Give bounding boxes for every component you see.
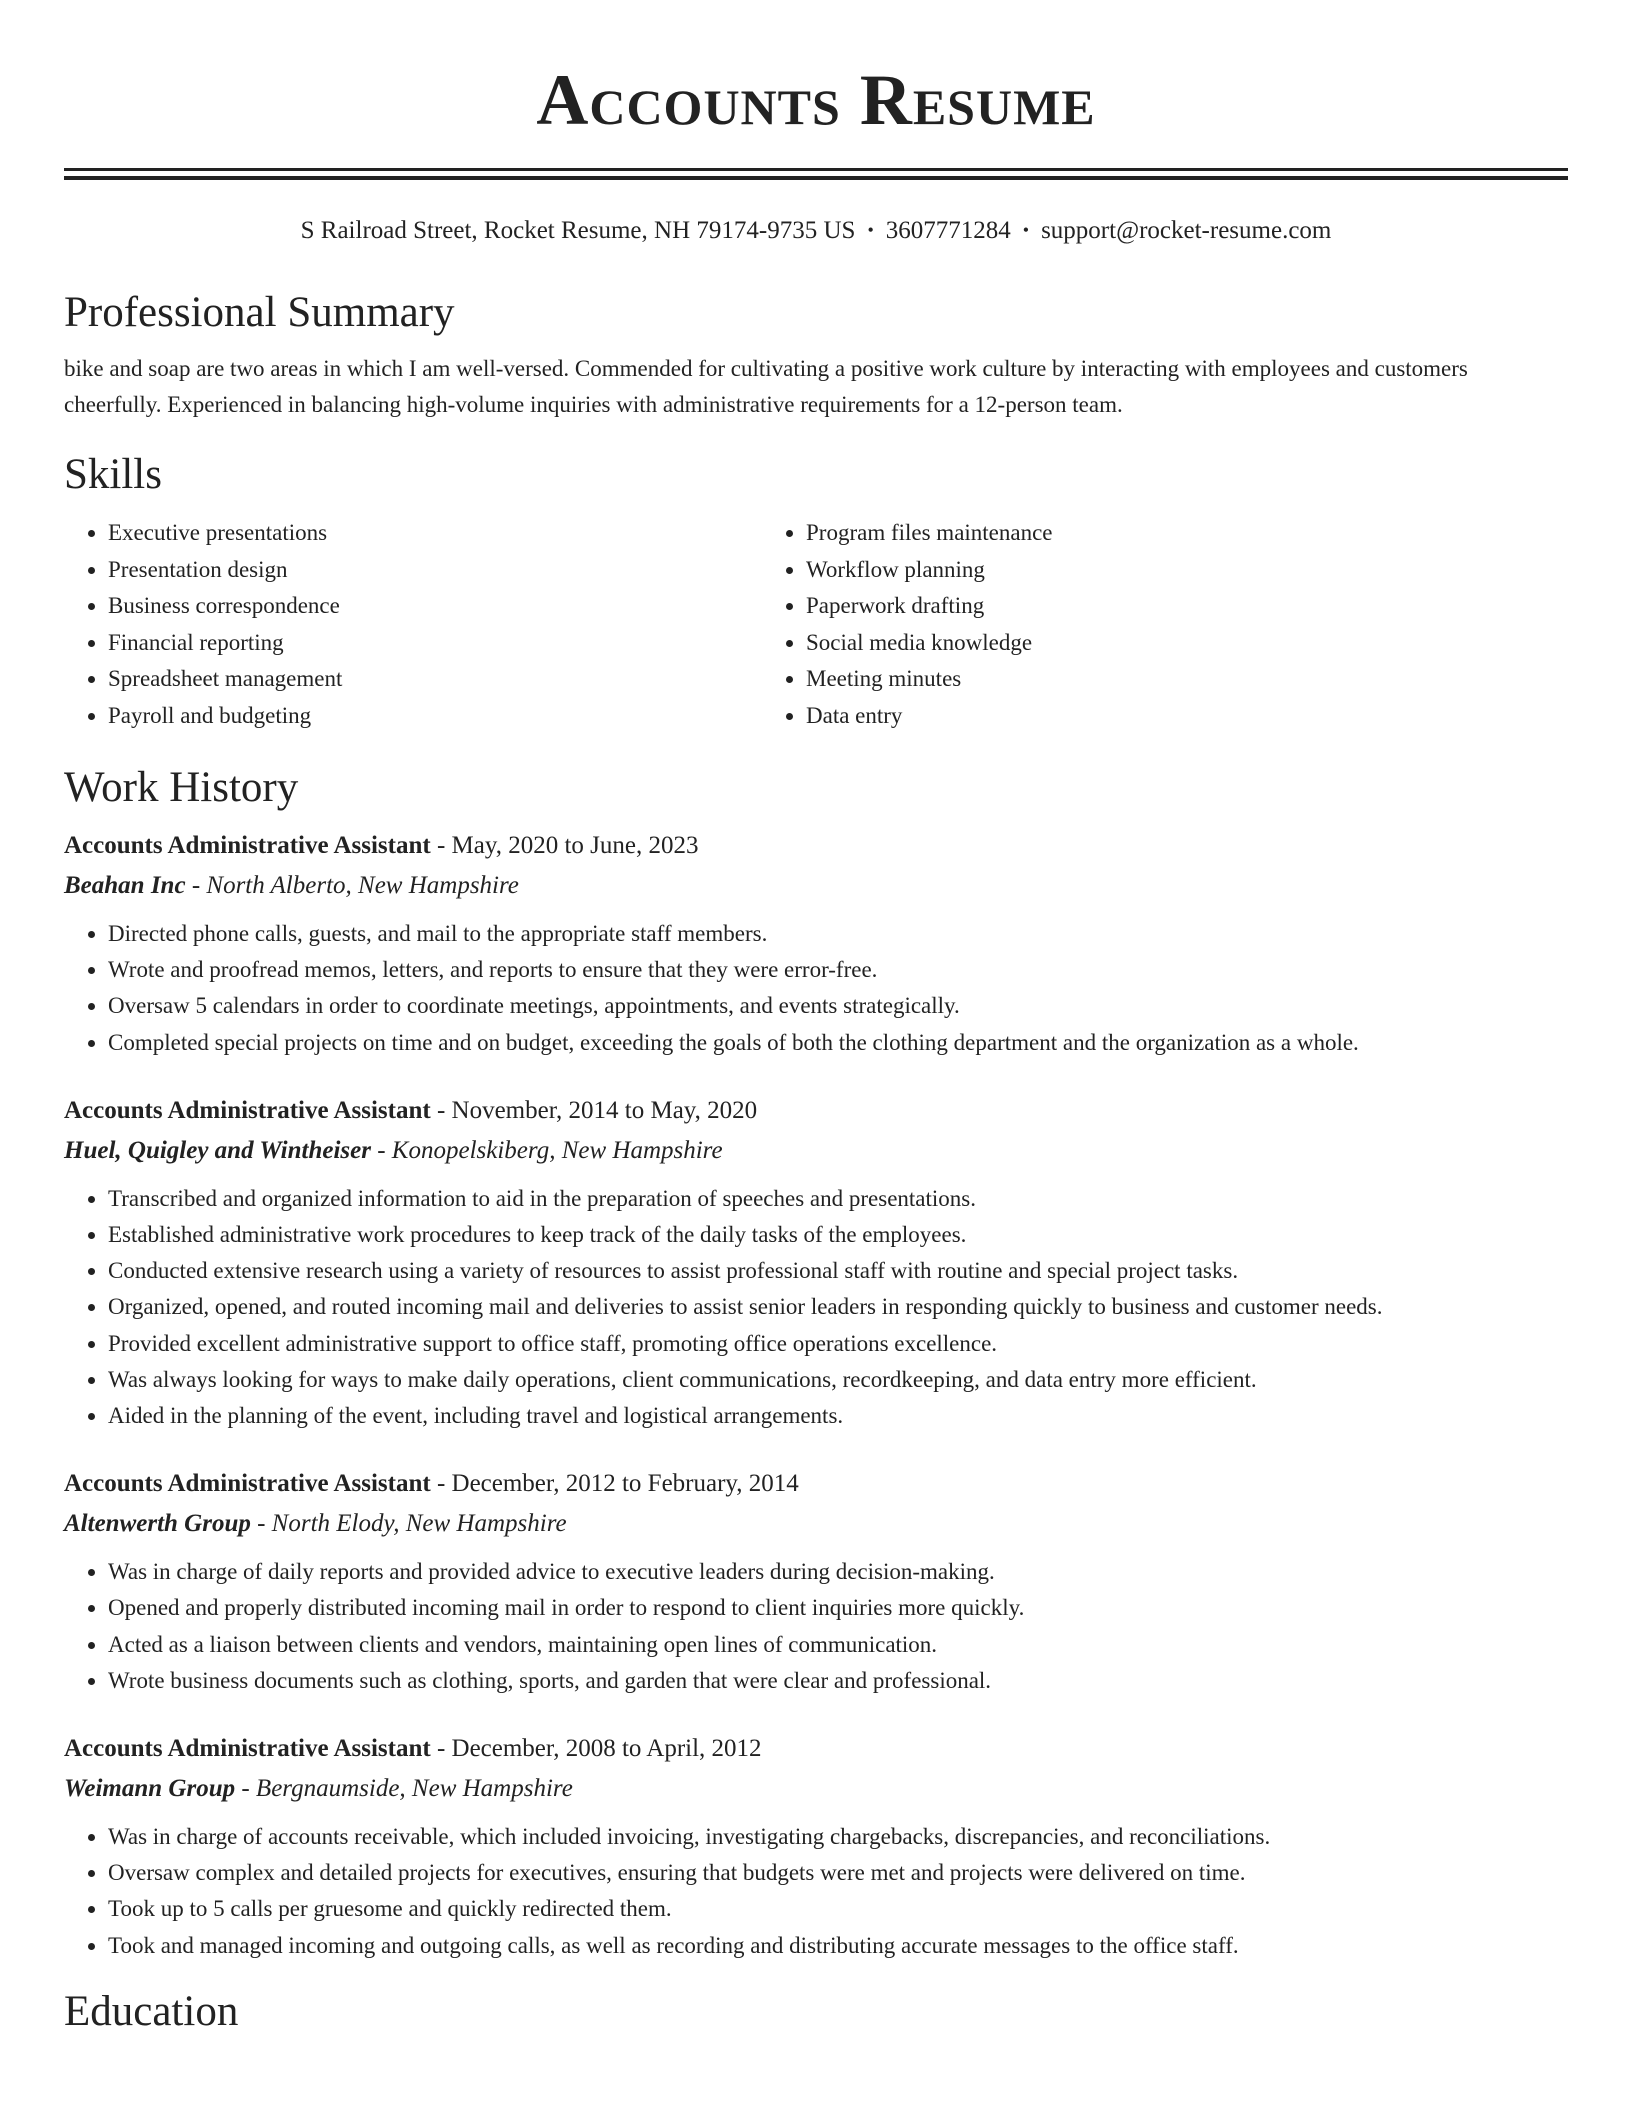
job-bullet: • Took and managed incoming and outgoing calls, as well as recording and distributing accurate messages to the office staff. bbox=[108, 1928, 1568, 1964]
job-bullet: • Wrote and proofread memos, letters, and reports to ensure that they were error-free. bbox=[108, 952, 1568, 988]
job-company-line bbox=[64, 1504, 1568, 1544]
job-title: Accounts Administrative Assistant bbox=[64, 1096, 431, 1124]
job-bullet: • Was in charge of accounts receivable, which included invoicing, investigating chargebacks, discrepancies, and reconciliations. bbox=[108, 1819, 1568, 1855]
title-divider bbox=[64, 168, 1568, 180]
job-bullet: • Oversaw complex and detailed projects for executives, ensuring that budgets were met and projects were delivered on time. bbox=[108, 1855, 1568, 1891]
skill-item: • Workflow planning bbox=[806, 552, 1522, 589]
job-bullet: • Was in charge of daily reports and provided advice to executive leaders during decision-making. bbox=[108, 1554, 1568, 1590]
skills-heading: Skills bbox=[64, 451, 162, 498]
contact-address: S Railroad Street, Rocket Resume, NH 79174-9735 US bbox=[300, 217, 856, 244]
job-dates: - November, 2014 to May, 2020 bbox=[430, 1096, 758, 1124]
skills-column-left bbox=[64, 515, 762, 734]
job-entry bbox=[64, 1729, 1568, 1964]
job-bullet: • Wrote business documents such as clothing, sports, and garden that were clear and professional. bbox=[108, 1663, 1568, 1699]
job-title-line bbox=[64, 1464, 1568, 1504]
contact-separator: • bbox=[1022, 220, 1030, 240]
job-bullets bbox=[64, 1819, 1568, 1964]
skill-item: • Payroll and budgeting bbox=[108, 698, 762, 735]
job-bullet: • Organized, opened, and routed incoming mail and deliveries to assist senior leaders in responding quickly to business and customer needs. bbox=[108, 1289, 1568, 1325]
job-location: - Konopelskiberg, New Hampshire bbox=[370, 1136, 723, 1164]
job-company: Huel, Quigley and Wintheiser bbox=[64, 1136, 371, 1164]
skill-item: • Financial reporting bbox=[108, 625, 762, 662]
job-company: Weimann Group bbox=[64, 1775, 236, 1803]
skill-item: • Executive presentations bbox=[108, 515, 762, 552]
job-bullet: • Was always looking for ways to make daily operations, client communications, recordkeeping, and data entry more efficient. bbox=[108, 1362, 1568, 1398]
skill-item: • Spreadsheet management bbox=[108, 661, 762, 698]
job-title-line bbox=[64, 1729, 1568, 1769]
job-bullets bbox=[64, 1181, 1568, 1434]
skills-list bbox=[64, 515, 1568, 734]
job-location: - Bergnaumside, New Hampshire bbox=[235, 1775, 573, 1803]
contact-line bbox=[64, 214, 1568, 247]
job-company-line bbox=[64, 1131, 1568, 1171]
job-bullet: • Completed special projects on time and on budget, exceeding the goals of both the clothing department and the organization as a whole. bbox=[108, 1025, 1568, 1061]
skill-item: • Social media knowledge bbox=[806, 625, 1522, 662]
job-bullet: • Established administrative work procedures to keep track of the daily tasks of the employees. bbox=[108, 1217, 1568, 1253]
resume-title: Accounts Resume bbox=[536, 60, 1096, 140]
summary-text: bike and soap are two areas in which I am well-versed. Commended for cultivating a positive work culture by interacting with employees and customers cheerfully. Experienced in balancing high-volume inquiries with administrative requirements for a 12-person team. bbox=[64, 356, 1468, 417]
job-bullet: • Acted as a liaison between clients and vendors, maintaining open lines of communication. bbox=[108, 1627, 1568, 1663]
job-bullet: • Directed phone calls, guests, and mail to the appropriate staff members. bbox=[108, 916, 1568, 952]
job-entry bbox=[64, 826, 1568, 1061]
job-bullet: • Conducted extensive research using a variety of resources to assist professional staff with routine and special project tasks. bbox=[108, 1253, 1568, 1289]
job-dates: - December, 2008 to April, 2012 bbox=[430, 1735, 762, 1763]
job-bullet: • Aided in the planning of the event, including travel and logistical arrangements. bbox=[108, 1398, 1568, 1434]
skill-item: • Program files maintenance bbox=[806, 515, 1522, 552]
skill-item: • Business correspondence bbox=[108, 588, 762, 625]
skill-item: • Meeting minutes bbox=[806, 661, 1522, 698]
skill-item: • Data entry bbox=[806, 698, 1522, 735]
job-bullet: • Oversaw 5 calendars in order to coordinate meetings, appointments, and events strategically. bbox=[108, 988, 1568, 1024]
job-entry bbox=[64, 1091, 1568, 1434]
job-bullet: • Provided excellent administrative support to office staff, promoting office operations excellence. bbox=[108, 1326, 1568, 1362]
skill-item: • Paperwork drafting bbox=[806, 588, 1522, 625]
job-dates: - May, 2020 to June, 2023 bbox=[430, 832, 699, 859]
job-company: Altenwerth Group bbox=[64, 1510, 251, 1538]
job-title: Accounts Administrative Assistant bbox=[64, 832, 431, 859]
contact-email: support@rocket-resume.com bbox=[1041, 217, 1332, 244]
job-title: Accounts Administrative Assistant bbox=[64, 1470, 431, 1498]
skills-column-right bbox=[762, 515, 1522, 734]
job-bullet: • Took up to 5 calls per gruesome and quickly redirected them. bbox=[108, 1891, 1568, 1927]
job-dates: - December, 2012 to February, 2014 bbox=[430, 1470, 799, 1498]
job-company: Beahan Inc bbox=[64, 872, 186, 899]
job-title: Accounts Administrative Assistant bbox=[64, 1735, 431, 1763]
work-history-heading: Work History bbox=[64, 764, 299, 811]
job-title-line bbox=[64, 1091, 1568, 1131]
job-title-line bbox=[64, 826, 1568, 866]
job-company-line bbox=[64, 866, 1568, 906]
job-entry bbox=[64, 1464, 1568, 1699]
education-heading: Education bbox=[64, 1987, 239, 2035]
job-bullets bbox=[64, 1554, 1568, 1699]
contact-phone: 3607771284 bbox=[885, 217, 1011, 244]
skill-item: • Presentation design bbox=[108, 552, 762, 589]
job-location: - North Alberto, New Hampshire bbox=[185, 872, 519, 899]
job-location: - North Elody, New Hampshire bbox=[250, 1510, 567, 1538]
job-bullet: • Transcribed and organized information to aid in the preparation of speeches and presentations. bbox=[108, 1181, 1568, 1217]
job-bullet: • Opened and properly distributed incoming mail in order to respond to client inquiries more quickly. bbox=[108, 1590, 1568, 1626]
job-company-line bbox=[64, 1769, 1568, 1809]
job-bullets bbox=[64, 916, 1568, 1061]
summary-heading: Professional Summary bbox=[64, 289, 455, 336]
contact-separator: • bbox=[867, 220, 874, 240]
